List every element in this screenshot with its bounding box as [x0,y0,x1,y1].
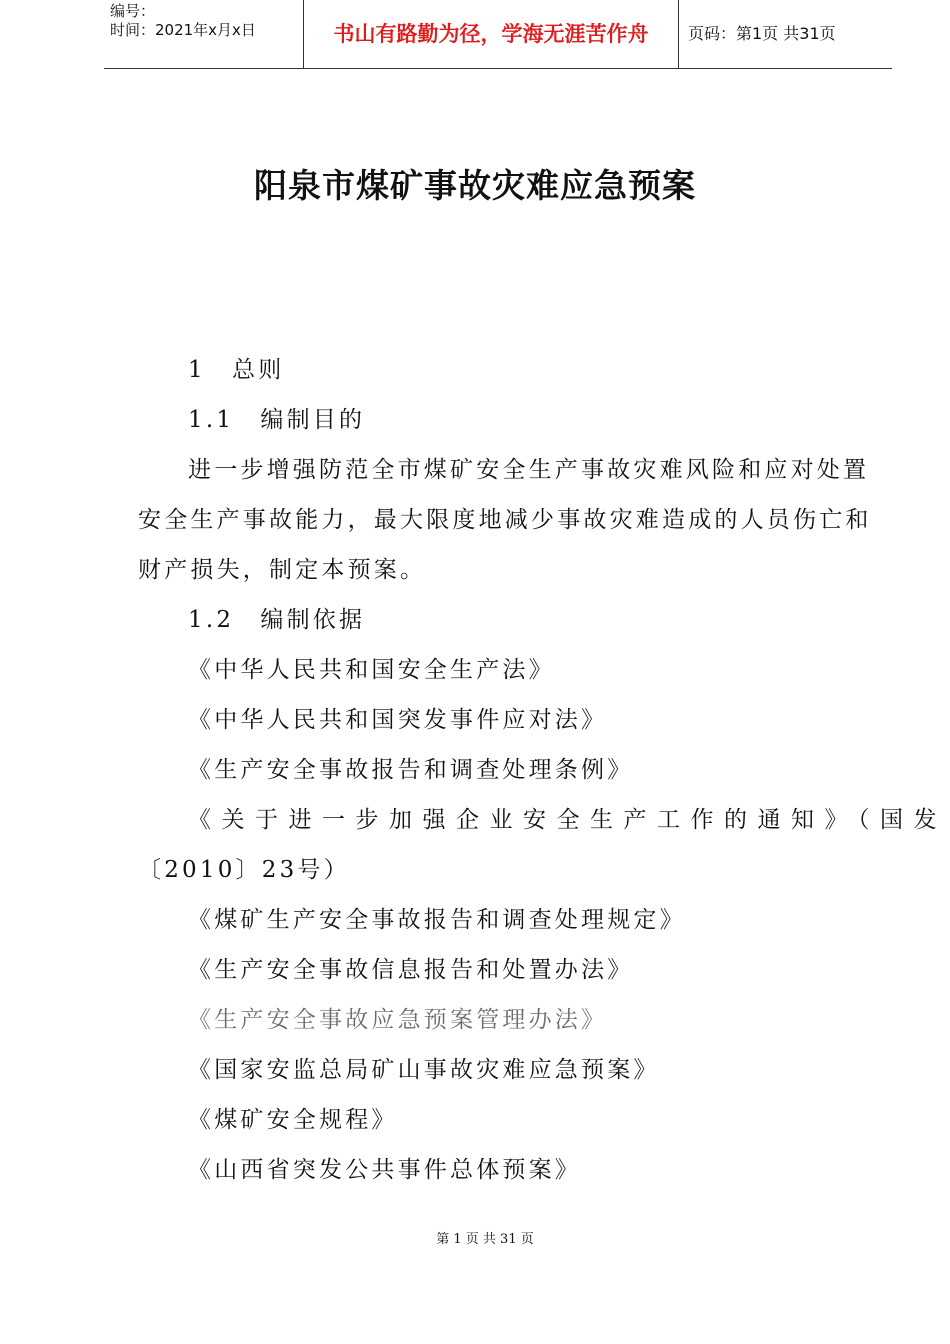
number-label: 编号： [110,2,156,20]
paragraph-line: 进一步增强防范全市煤矿安全生产事故灾难风险和应对处置 [188,457,870,483]
reference-item: 《关于进一步加强企业安全生产工作的通知》（国发 [188,807,947,833]
reference-item: 《国家安监总局矿山事故灾难应急预案》 [188,1057,660,1083]
paragraph-line: 财产损失，制定本预案。 [138,557,427,583]
header-motto: 书山有路勤为径，学海无涯苦作舟 [304,0,679,68]
reference-item: 《生产安全事故信息报告和处置办法》 [188,957,634,983]
header-page-info: 页码：第1页 共31页 [688,24,836,43]
paragraph-line: 安全生产事故能力，最大限度地减少事故灾难造成的人员伤亡和 [138,507,872,533]
subsection-heading: 1.1 编制目的 [188,407,366,433]
reference-item-continued: 〔2010〕23号） [138,857,350,883]
reference-item: 《煤矿生产安全事故报告和调查处理规定》 [188,907,686,933]
time-label: 时间：2021年x月x日 [110,21,256,39]
reference-item: 《生产安全事故报告和调查处理条例》 [188,757,634,783]
reference-item: 《中华人民共和国安全生产法》 [188,657,555,683]
document-title: 阳泉市煤矿事故灾难应急预案 [254,166,696,205]
header-meta [104,0,304,68]
reference-item: 《煤矿安全规程》 [188,1107,398,1133]
section-heading: 1 总则 [188,357,285,383]
reference-item: 《中华人民共和国突发事件应对法》 [188,707,608,733]
reference-item: 《生产安全事故应急预案管理办法》 [188,1007,608,1033]
page-footer: 第 1 页 共 31 页 [436,1232,534,1247]
header-table [104,0,892,69]
subsection-heading: 1.2 编制依据 [188,607,366,633]
reference-item: 《山西省突发公共事件总体预案》 [188,1157,581,1183]
